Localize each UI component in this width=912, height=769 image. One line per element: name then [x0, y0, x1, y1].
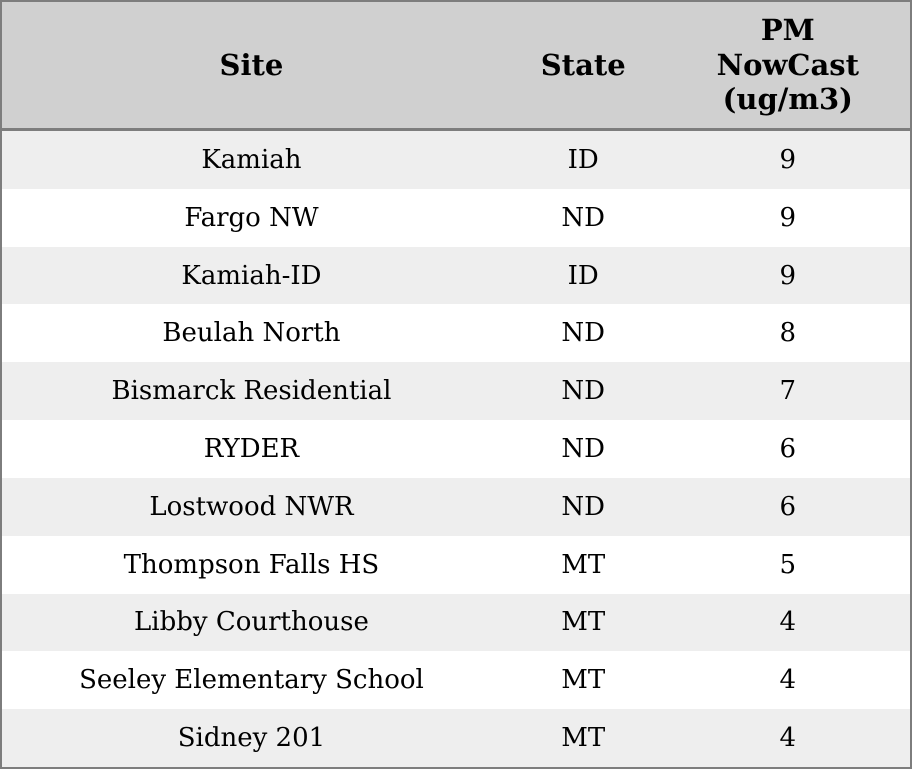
- table-row: [2, 189, 910, 247]
- state-cell: ND: [561, 433, 606, 464]
- state-cell: MT: [561, 665, 606, 696]
- site-cell: Kamiah: [201, 144, 302, 175]
- table-row: [2, 536, 910, 594]
- table-row: [2, 709, 910, 767]
- table-header-row: [2, 2, 910, 131]
- site-cell: RYDER: [203, 433, 300, 464]
- column-header-pm-nowcast: [666, 2, 910, 128]
- pm-nowcast-cell: 4: [779, 723, 797, 754]
- pm-header-line-1: PM: [760, 12, 815, 47]
- state-cell: MT: [561, 549, 606, 580]
- pm-nowcast-cell: 6: [779, 433, 797, 464]
- site-cell: Seeley Elementary School: [79, 665, 424, 696]
- table-row: [2, 420, 910, 478]
- state-cell: ND: [561, 318, 606, 349]
- pm-nowcast-cell: 6: [779, 491, 797, 522]
- site-cell: Sidney 201: [177, 723, 326, 754]
- table-row: [2, 131, 910, 189]
- site-cell: Beulah North: [162, 318, 341, 349]
- site-cell: Bismarck Residential: [111, 376, 392, 407]
- pm-nowcast-cell: 8: [779, 318, 797, 349]
- state-cell: ND: [561, 376, 606, 407]
- column-header-state: State: [540, 48, 626, 82]
- pm-nowcast-cell: 4: [779, 665, 797, 696]
- pm-nowcast-cell: 9: [779, 144, 797, 175]
- state-cell: ID: [567, 260, 599, 291]
- state-cell: MT: [561, 607, 606, 638]
- site-cell: Libby Courthouse: [134, 607, 369, 638]
- table-row: [2, 362, 910, 420]
- table-row: [2, 247, 910, 305]
- table-row: [2, 594, 910, 652]
- state-cell: ID: [567, 144, 599, 175]
- pm-nowcast-cell: 9: [779, 260, 797, 291]
- table-body: [2, 131, 910, 767]
- pm-header-line-3: (ug/m3): [722, 82, 853, 117]
- column-header-site: Site: [219, 48, 284, 82]
- pm-header-line-2: NowCast: [716, 47, 859, 82]
- site-cell: Kamiah-ID: [181, 260, 322, 291]
- state-cell: MT: [561, 723, 606, 754]
- table-row: [2, 651, 910, 709]
- pm-nowcast-cell: 9: [779, 202, 797, 233]
- site-cell: Thompson Falls HS: [123, 549, 380, 580]
- table-row: [2, 304, 910, 362]
- site-cell: Lostwood NWR: [149, 491, 354, 522]
- pm-nowcast-cell: 4: [779, 607, 797, 638]
- table-row: [2, 478, 910, 536]
- state-cell: ND: [561, 202, 606, 233]
- pm-nowcast-cell: 5: [779, 549, 797, 580]
- state-cell: ND: [561, 491, 606, 522]
- pm-nowcast-cell: 7: [779, 376, 797, 407]
- site-cell: Fargo NW: [184, 202, 319, 233]
